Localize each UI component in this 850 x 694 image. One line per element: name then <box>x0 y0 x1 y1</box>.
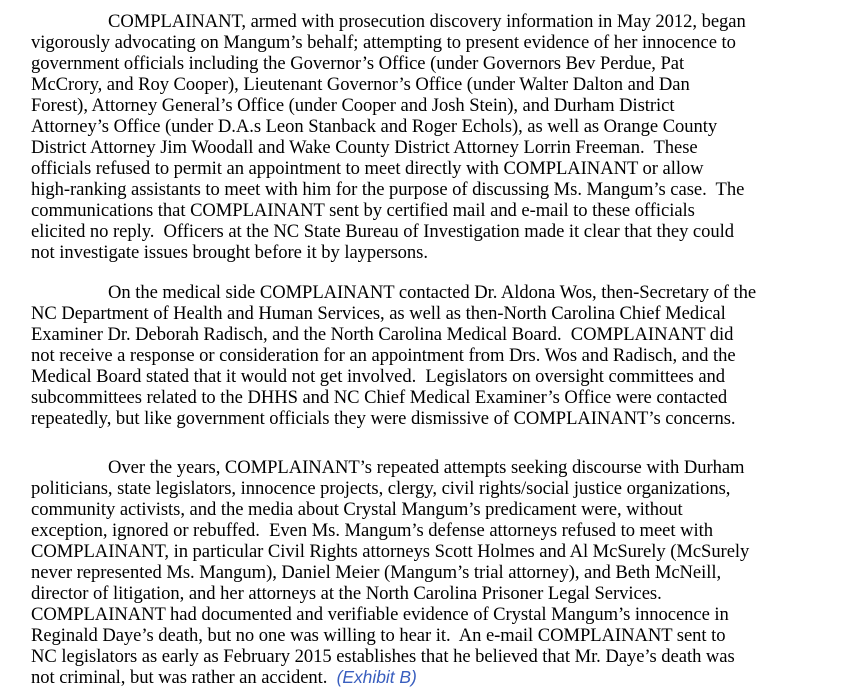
paragraph-line: Examiner Dr. Deborah Radisch, and the North Carolina Medical Board. COMPLAINANT did <box>31 324 734 345</box>
paragraph-line: NC legislators as early as February 2015 establishes that he believed that Mr. Daye’s death was <box>31 646 735 667</box>
paragraph-line: repeatedly, but like government officials they were dismissive of COMPLAINANT’s concerns. <box>31 408 736 429</box>
paragraph-line: not receive a response or consideration for an appointment from Drs. Wos and Radisch, and the <box>31 345 736 366</box>
paragraph-line: exception, ignored or rebuffed. Even Ms. Mangum’s defense attorneys refused to meet with <box>31 520 713 541</box>
paragraph-line: subcommittees related to the DHHS and NC Chief Medical Examiner’s Office were contacted <box>31 387 728 408</box>
paragraph-line: vigorously advocating on Mangum’s behalf; attempting to present evidence of her innocence to <box>31 32 736 53</box>
paragraph-line: director of litigation, and her attorneys at the North Carolina Prisoner Legal Services. <box>31 583 662 604</box>
paragraph-line-text: not criminal, but was rather an accident. <box>31 667 337 688</box>
paragraph-line: NC Department of Health and Human Services, as well as then-North Carolina Chief Medical <box>31 303 726 324</box>
paragraph-line: McCrory, and Roy Cooper), Lieutenant Governor’s Office (under Walter Dalton and Dan <box>31 74 690 95</box>
paragraph-line: never represented Ms. Mangum), Daniel Meier (Mangum’s trial attorney), and Beth McNeill, <box>31 562 722 583</box>
paragraph-line: Medical Board stated that it would not get involved. Legislators on oversight committees and <box>31 366 726 387</box>
paragraph-line: communications that COMPLAINANT sent by certified mail and e-mail to these officials <box>31 200 695 221</box>
exhibit-b-link[interactable]: (Exhibit B) <box>336 667 417 687</box>
paragraph-line: politicians, state legislators, innocence projects, clergy, civil rights/social justice organizations, <box>31 478 731 499</box>
paragraph-line: Over the years, COMPLAINANT’s repeated attempts seeking discourse with Durham <box>108 457 745 478</box>
paragraph-line: Reginald Daye’s death, but no one was willing to hear it. An e-mail COMPLAINANT sent to <box>31 625 726 646</box>
paragraph-line: not investigate issues brought before it by laypersons. <box>31 242 428 263</box>
paragraph-line: community activists, and the media about Crystal Mangum’s predicament were, without <box>31 499 683 520</box>
paragraph-line: On the medical side COMPLAINANT contacted Dr. Aldona Wos, then-Secretary of the <box>108 282 757 303</box>
paragraph-line: elicited no reply. Officers at the NC State Bureau of Investigation made it clear that they could <box>31 221 734 242</box>
paragraph-line: COMPLAINANT, armed with prosecution discovery information in May 2012, began <box>108 11 746 32</box>
paragraph-line: government officials including the Governor’s Office (under Governors Bev Perdue, Pat <box>31 53 685 74</box>
paragraph-line: Forest), Attorney General’s Office (under Cooper and Josh Stein), and Durham District <box>31 95 675 116</box>
paragraph-line: District Attorney Jim Woodall and Wake County District Attorney Lorrin Freeman. These <box>31 137 698 158</box>
paragraph-line: COMPLAINANT had documented and verifiable evidence of Crystal Mangum’s innocence in <box>31 604 729 625</box>
paragraph-line: officials refused to permit an appointment to meet directly with COMPLAINANT or allow <box>31 158 704 179</box>
paragraph-last-line <box>31 667 417 688</box>
paragraph-line: high-ranking assistants to meet with him for the purpose of discussing Ms. Mangum’s case. The <box>31 179 745 200</box>
paragraph-line: COMPLAINANT, in particular Civil Rights attorneys Scott Holmes and Al McSurely (McSurely <box>31 541 750 562</box>
paragraph-line: Attorney’s Office (under D.A.s Leon Stanback and Roger Echols), as well as Orange County <box>31 116 718 137</box>
